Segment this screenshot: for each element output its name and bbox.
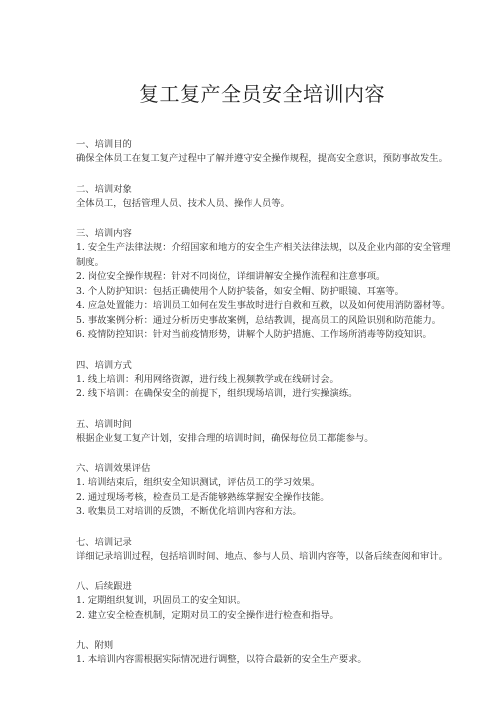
list-item: 1. 安全生产法律法规：介绍国家和地方的安全生产相关法律法规，以及企业内部的安全管理制度。	[76, 242, 451, 268]
section-heading: 二、培训对象	[76, 183, 132, 195]
method-list	[76, 373, 456, 402]
section-heading: 六、培训效果评估	[76, 463, 151, 474]
list-item: 5. 事故案例分析：通过分析历史事故案例，总结教训，提高员工的风险识别和防范能力。	[76, 314, 442, 326]
list-item: 3. 个人防护知识：包括正确使用个人防护装备，如安全帽、防护眼镜、耳塞等。	[76, 285, 404, 297]
section-heading: 四、培训方式	[76, 359, 132, 371]
list-item: 2. 线下培训：在确保安全的前提下，组织现场培训，进行实操演练。	[76, 388, 358, 399]
section-evaluation	[76, 462, 456, 520]
section-records	[76, 536, 456, 565]
document-title: 复工复产全员安全培训内容	[139, 82, 385, 106]
section-heading: 三、培训内容	[76, 228, 132, 239]
content-list	[76, 241, 456, 343]
followup-list	[76, 594, 456, 623]
section-paragraph: 确保全体员工在复工复产过程中了解并遵守安全操作规程，提高安全意识，预防事故发生。	[76, 153, 448, 164]
section-heading: 八、后续跟进	[76, 581, 132, 592]
section-heading: 九、附则	[76, 640, 114, 651]
section-paragraph: 根据企业复工复产计划，安排合理的培训时间，确保每位员工都能参与。	[76, 432, 374, 444]
list-item: 2. 建立安全检查机制，定期对员工的安全操作进行检查和指导。	[76, 609, 339, 621]
section-heading: 五、培训时间	[76, 418, 132, 430]
section-content	[76, 227, 456, 343]
section-paragraph: 详细记录培训过程，包括培训时间、地点、参与人员、培训内容等，以备后续查阅和审计。	[76, 550, 448, 562]
list-item: 2. 岗位安全操作规程：针对不同岗位，详细讲解安全操作流程和注意事项。	[76, 271, 386, 282]
list-item: 4. 应急处置能力：培训员工如何在发生事故时进行自救和互救，以及如何使用消防器材等。	[76, 300, 451, 311]
evaluation-list	[76, 476, 456, 520]
section-audience	[76, 183, 456, 212]
list-item: 6. 疫情防控知识：针对当前疫情形势，讲解个人防护措施、工作场所消毒等防疫知识。	[76, 329, 432, 340]
appendix-list	[76, 653, 456, 668]
section-time	[76, 418, 456, 447]
section-paragraph: 全体员工，包括管理人员、技术人员、操作人员等。	[76, 197, 290, 209]
list-item: 1. 本培训内容需根据实际情况进行调整，以符合最新的安全生产要求。	[76, 654, 367, 665]
list-item: 1. 线上培训：利用网络资源，进行线上视频教学或在线研讨会。	[76, 373, 339, 385]
list-item: 1. 培训结束后，组织安全知识测试，评估员工的学习效果。	[76, 477, 321, 488]
list-item: 3. 收集员工对培训的反馈，不断优化培训内容和方法。	[76, 506, 302, 517]
section-appendix	[76, 639, 456, 668]
section-purpose	[76, 138, 456, 167]
section-method	[76, 359, 456, 402]
section-followup	[76, 580, 456, 623]
section-heading: 一、培训目的	[76, 139, 132, 150]
section-heading: 七、培训记录	[76, 536, 132, 548]
list-item: 1. 定期组织复训，巩固员工的安全知识。	[76, 595, 246, 606]
list-item: 2. 通过现场考核，检查员工是否能够熟练掌握安全操作技能。	[76, 491, 330, 503]
